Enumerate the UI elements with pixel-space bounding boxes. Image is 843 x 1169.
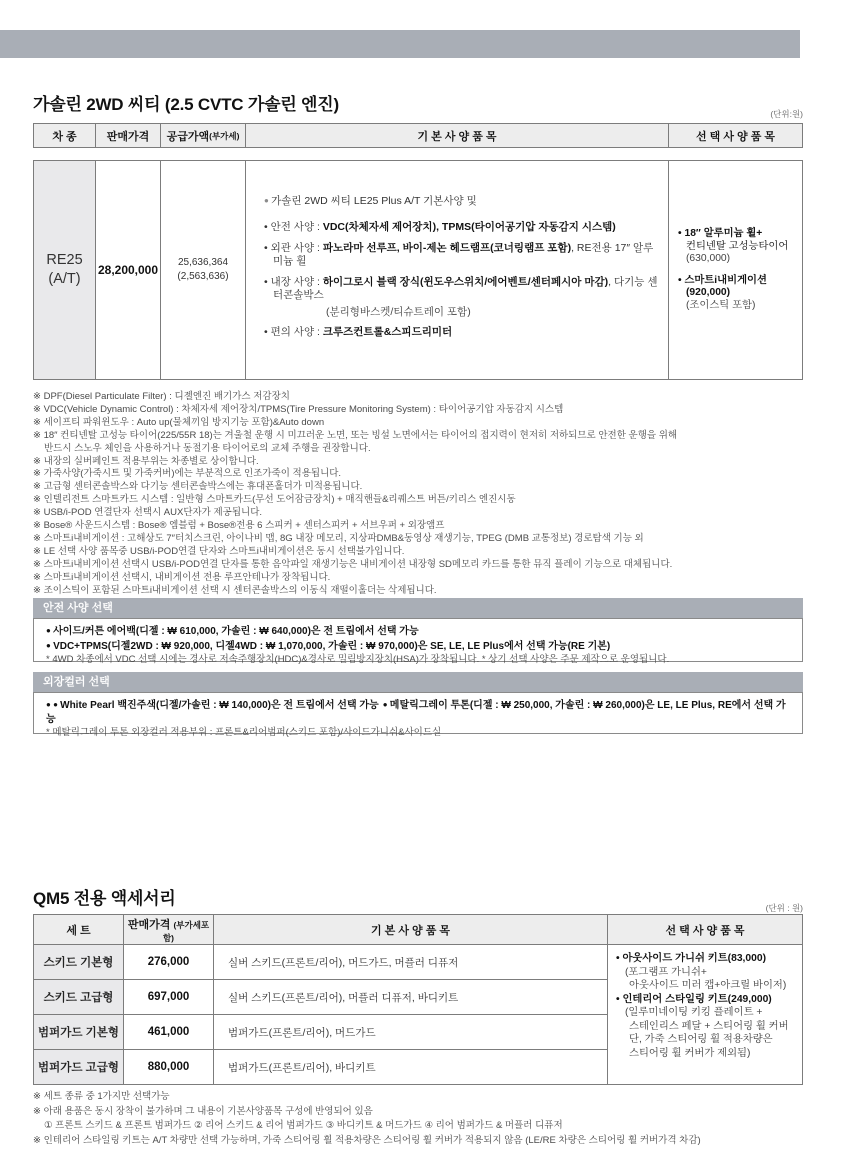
footnote: ※ 18″ 컨티넨탈 고성능 타이어(225/55R 18)는 겨울철 운행 시 미끄러운 노면, 또는 빙설 노면에서는 타이어의 접지력이 현저히 저하되므로 안전한 운행을 위해 bbox=[33, 429, 678, 441]
footnote: ※ Bose® 사운드시스템 : Bose® 엠블럼 + Bose®전용 6 스피커 + 센터스피커 + 서브우퍼 + 외장앰프 bbox=[33, 520, 445, 532]
cell-supply-price bbox=[161, 161, 246, 379]
footnote: ※ 가죽사양(가죽시트 및 가죽커버)에는 부분적으로 인조가죽이 적용됩니다. bbox=[33, 468, 342, 480]
col-header-supply bbox=[161, 124, 246, 147]
exterior-color-note: * 메탈릭그레이 투톤 외장컬러 적용부위 : 프론트&리어범퍼(스키드 포함)/사이드가니쉬&사이드실 bbox=[46, 727, 442, 738]
col-header-set: 세 트 bbox=[34, 915, 124, 945]
spec-label: 외관 사양 : bbox=[270, 241, 323, 254]
footnote: ※ 고급형 센터콘솔박스와 다기능 센터콘솔박스에는 휴대폰홀더가 미적용됩니다. bbox=[33, 481, 363, 493]
model-gearbox: (A/T) bbox=[48, 271, 81, 287]
col-header-acc-option: 선 택 사 양 품 목 bbox=[608, 915, 803, 945]
footnote: ※ 내장의 실버페인트 적용부위는 차종별로 상이합니다. bbox=[33, 455, 259, 467]
footnote: ※ 아래 용품은 동시 장착이 불가하며 그 내용이 기본사양품목 구성에 반영되어 있음 bbox=[33, 1105, 373, 1117]
exterior-color-section-header: 외장컬러 선택 bbox=[33, 672, 803, 692]
model-name: RE25 bbox=[46, 252, 83, 268]
gasoline-table-header bbox=[33, 123, 803, 148]
spec-label: 내장 사양 : bbox=[270, 275, 323, 288]
option-wheel-price: (630,000) bbox=[686, 253, 731, 264]
cell-sale-price: 28,200,000 bbox=[96, 161, 161, 379]
accessories-section-head bbox=[33, 884, 803, 913]
footnote: ※ 스마트i내비게이션 : 고해상도 7″터치스크린, 아이나비 맵, 8G 내장 메모리, 지상파DMB&동영상 재생기능, TPEG (DMB 교통정보) 경로탐색 기능 외 bbox=[33, 532, 644, 544]
option-wheel-line2: 컨티넨탈 고성능타이어 bbox=[686, 240, 789, 252]
safety-option-bullet: ● VDC+TPMS(디젤2WD : ₩ 920,000, 디젤4WD : ₩ 1,070,000, 가솔린 : ₩ 970,000)은 SE, LE, LE Plus에서 선택 가능(RE 기본) bbox=[46, 639, 790, 654]
spec-bold: 크루즈컨트롤&스피드리미터 bbox=[322, 326, 453, 339]
acc-option-garnish-line: (포그램프 가니쉬+ bbox=[625, 966, 707, 978]
set-price: 276,000 bbox=[124, 945, 214, 980]
cell-model bbox=[34, 161, 96, 379]
gasoline-table-row bbox=[33, 160, 803, 380]
safety-option-note: * 4WD 차종에서 VDC 선택 시에는 경사로 저속주행장치(HDC)&경사로 밀림방지장치(HSA)가 장착됩니다. * 상기 선택 사양은 주문 제작으로 운영됩니다. bbox=[46, 654, 670, 665]
set-name: 스키드 기본형 bbox=[34, 945, 124, 980]
acc-option-garnish-line: 아웃사이드 미러 캡+아크릴 바이저) bbox=[629, 980, 787, 991]
set-spec: 실버 스키드(프론트/리어), 머플러 디퓨저, 바디키트 bbox=[214, 980, 608, 1015]
supply-header-sub: (부가세) bbox=[209, 130, 240, 141]
set-spec: 실버 스키드(프론트/리어), 머드가드, 머플러 디퓨저 bbox=[214, 945, 608, 980]
footnote: ※ 스마트i내비게이션 선택시 USB/i-POD연결 단자를 통한 음악파일 재생기능은 내비게이션 내장형 SD메모리 카드를 통한 뮤직 플레이 기능으로 대체됩니다. bbox=[33, 558, 673, 570]
spec-line-safety bbox=[264, 221, 660, 235]
spec-bold: VDC(차체자세 제어장치), TPMS(타이어공기압 자동감지 시스템) bbox=[322, 221, 616, 234]
spec-line-exterior bbox=[264, 242, 660, 269]
accessories-footnotes bbox=[33, 1090, 803, 1148]
option-navigation-line2: (조이스틱 포함) bbox=[686, 299, 756, 311]
set-name: 범퍼가드 고급형 bbox=[34, 1050, 124, 1085]
set-spec: 범퍼가드(프론트/리어), 머드가드 bbox=[214, 1015, 608, 1050]
spec-rest: , 다기능 센터콘솔박스 bbox=[273, 275, 658, 302]
safety-option-section-header: 안전 사양 선택 bbox=[33, 598, 803, 618]
unit-label-won: (단위 : 원) bbox=[765, 903, 803, 913]
vat-amount: (2,563,636) bbox=[177, 271, 229, 282]
supply-header-text: 공급가액 bbox=[166, 130, 210, 143]
col-header-model: 차 종 bbox=[34, 124, 96, 147]
accessories-table-header bbox=[34, 915, 803, 945]
set-name: 스키드 고급형 bbox=[34, 980, 124, 1015]
cell-option-specs bbox=[669, 161, 802, 379]
footnote-continuation: 반드시 스노우 체인을 사용하거나 동절기용 타이어로의 교체 주행을 권장합니다. bbox=[44, 442, 371, 454]
footnote-continuation: ① 프론트 스키드 & 프론트 범퍼가드 ② 리어 스키드 & 리어 범퍼가드 ③ 바디키트 & 머드가드 ④ 리어 범퍼가드 & 머플러 디퓨저 bbox=[44, 1120, 563, 1131]
set-price: 880,000 bbox=[124, 1050, 214, 1085]
spec-line-convenience bbox=[264, 326, 660, 340]
footnote: ※ USB/i-POD 연결단자 선택시 AUX단자가 제공됩니다. bbox=[33, 507, 263, 519]
col-header-option-spec: 선 택 사 양 품 목 bbox=[695, 130, 776, 143]
acc-option-interior-title: • 인테리어 스타일링 키트(249,000) bbox=[616, 993, 796, 1007]
cell-base-specs bbox=[246, 161, 669, 379]
footnote: ※ VDC(Vehicle Dynamic Control) : 차체자세 제어장치/TPMS(Tire Pressure Monitoring System) : 타이어공기압 자동감지 시스템 bbox=[33, 403, 564, 415]
spec-bold: 파노라마 선루프, 바이-제논 헤드램프(코너링램프 포함) bbox=[322, 241, 572, 254]
exterior-color-bullets bbox=[46, 698, 790, 726]
acc-option-interior-line: (일루미네이팅 키킹 플레이트 + bbox=[625, 1007, 763, 1018]
spec-label: 편의 사양 : bbox=[270, 326, 323, 339]
footnote: ※ 조이스틱이 포함된 스마트i내비게이션 선택 시 센터콘솔박스의 이동식 재떨이홀더는 삭제됩니다. bbox=[33, 584, 437, 596]
base-spec-intro: ● 가솔린 2WD 씨티 LE25 Plus A/T 기본사양 및 bbox=[264, 193, 660, 208]
set-price: 461,000 bbox=[124, 1015, 214, 1050]
exterior-color-bullet: ● 메탈릭그레이 투톤(디젤 : ₩ 250,000, 가솔린 : ₩ 260,000)은 LE, LE Plus, RE에서 선택 가능 bbox=[46, 700, 786, 725]
safety-option-bullet: ● 사이드/커튼 에어백(디젤 : ₩ 610,000, 가솔린 : ₩ 640,000)은 전 트림에서 선택 가능 bbox=[46, 624, 790, 639]
supply-amount: 25,636,364 bbox=[177, 257, 229, 268]
acc-option-interior-line: 스티어링 휠 커버가 제외됨) bbox=[629, 1047, 751, 1059]
set-price: 697,000 bbox=[124, 980, 214, 1015]
acc-price-header-sub: (부가세포함) bbox=[162, 919, 210, 943]
footnote: ※ LE 선택 사양 품목중 USB/i-POD연결 단자와 스마트i내비게이션은 동시 선택불가입니다. bbox=[33, 545, 405, 557]
option-gap bbox=[678, 266, 796, 275]
exterior-color-bullet: ● White Pearl 백진주색(디젤/가솔린 : ₩ 140,000)은 전 트림에서 선택 가능 bbox=[53, 700, 379, 711]
footnote: ※ DPF(Diesel Particulate Filter) : 디젤엔진 배기가스 저감장치 bbox=[33, 391, 290, 402]
set-spec: 범퍼가드(프론트/리어), 바디키트 bbox=[214, 1050, 608, 1085]
set-name: 범퍼가드 기본형 bbox=[34, 1015, 124, 1050]
acc-option-interior-line: 스테인리스 페달 + 스티어링 휠 커버 bbox=[629, 1020, 789, 1032]
exterior-color-box bbox=[33, 692, 803, 738]
footnote: ※ 스마트i내비게이션 선택시, 내비게이션 전용 루프안테나가 장착됩니다. bbox=[33, 571, 331, 583]
col-header-acc-base: 기 본 사 양 품 목 bbox=[214, 915, 608, 945]
gasoline-section-title: 가솔린 2WD 씨티 (2.5 CVTC 가솔린 엔진) bbox=[33, 95, 339, 114]
footnote: ※ 세이프티 파워윈도우 : Auto up(물체끼임 방지기능 포함)&Auto down bbox=[33, 416, 325, 428]
spec-rest: , RE전용 17″ 알루미늄 휠 bbox=[273, 241, 654, 268]
spec-line-interior-sub: (분리형바스켓/티슈트레이 포함) bbox=[326, 305, 471, 318]
option-wheel-line1: • 18″ 알루미늄 휠+ bbox=[678, 228, 796, 241]
page-content bbox=[33, 0, 803, 1169]
col-header-acc-price bbox=[124, 915, 214, 945]
footnote: ※ 인테리어 스타일링 키트는 A/T 차량만 선택 가능하며, 가죽 스티어링 휠 적용차량은 스티어링 휠 커버가 적용되지 않음 (LE/RE 차량은 스티어링 휠 커버가격 차감) bbox=[33, 1134, 701, 1146]
accessory-row bbox=[34, 945, 803, 980]
acc-price-header-text: 판매가격 bbox=[127, 918, 174, 931]
spec-line-interior bbox=[264, 276, 660, 303]
unit-label-won: (단위:원) bbox=[770, 109, 803, 119]
col-header-price: 판매가격 bbox=[96, 124, 161, 147]
footnote: ※ 세트 종류 중 1가지만 선택가능 bbox=[33, 1091, 170, 1102]
accessories-table bbox=[33, 914, 803, 1085]
gasoline-section-head bbox=[33, 90, 803, 119]
option-navigation-line1: • 스마트i내비게이션(920,000) bbox=[678, 275, 796, 300]
acc-option-interior-line: 단, 가죽 스티어링 휠 적용차량은 bbox=[629, 1034, 773, 1045]
accessory-option-cell bbox=[608, 945, 803, 1085]
acc-option-garnish-title: • 아웃사이드 가니쉬 키트(83,000) bbox=[616, 952, 796, 966]
safety-option-box bbox=[33, 618, 803, 665]
gasoline-footnotes bbox=[33, 391, 803, 598]
spec-bold: 하이그로시 블랙 장식(윈도우스위치/에어벤트/센터페시아 마감) bbox=[322, 275, 609, 288]
spec-label: 안전 사양 : bbox=[270, 221, 323, 234]
col-header-base-spec: 기 본 사 양 품 목 bbox=[246, 124, 669, 147]
accessories-section-title: QM5 전용 액세서리 bbox=[33, 889, 176, 908]
footnote: ※ 인텔리전트 스마트카드 시스템 : 일반형 스마트카드(무선 도어잠금장치) + 매직핸들&리퀘스트 버튼/키리스 엔진시동 bbox=[33, 494, 516, 506]
